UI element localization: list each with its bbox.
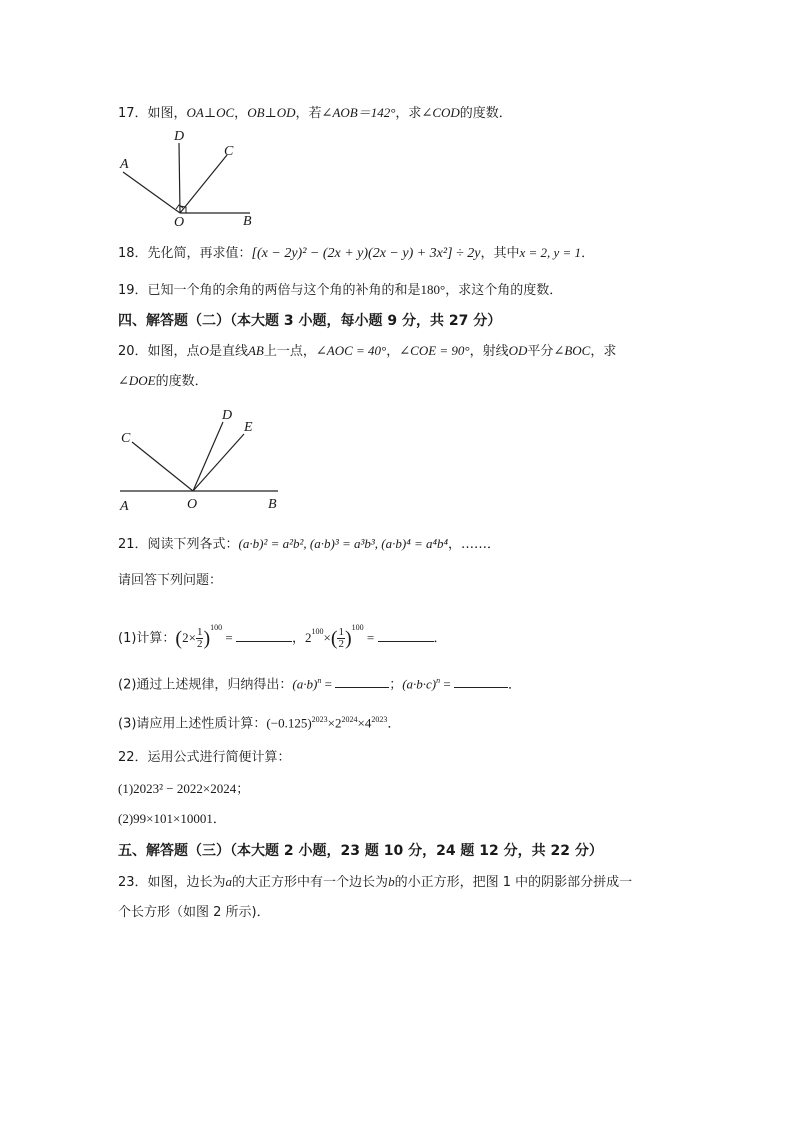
q21-p3-label: (3)请应用上述性质计算： xyxy=(118,716,267,732)
q23-p3: 的小正方形，把图 1 中的阴影部分拼成一 xyxy=(394,875,633,890)
q18-mid: ，其中 xyxy=(480,246,520,261)
q17-ray-od xyxy=(179,143,180,213)
q20-p5: 平分 xyxy=(527,344,554,359)
q17-oa-perp-oc: OA⊥OC xyxy=(186,105,235,120)
q20-angle-doe: ∠DOE xyxy=(118,373,156,388)
q17-label-c: C xyxy=(224,144,234,159)
q17-label-a: A xyxy=(120,157,129,172)
q20-angle-boc: ∠BOC xyxy=(553,343,591,358)
q17-angle-cod: ∠COD xyxy=(421,105,460,120)
q21-p1-exp-1: 100 xyxy=(210,623,223,632)
q20-p1: 20．如图，点 xyxy=(118,344,200,359)
q18-suffix: ． xyxy=(581,246,595,261)
section-4-heading: 四、解答题（二）（本大题 3 小题，每小题 9 分，共 27 分） xyxy=(118,313,502,329)
q20-ray-oc xyxy=(132,442,193,491)
q20-p2: 是直线 xyxy=(208,344,248,359)
question-19 xyxy=(118,281,562,300)
q17-label-o: O xyxy=(174,215,185,230)
q21-p1-label: (1)计算： xyxy=(118,631,176,646)
q21-part-1: (1)计算：(2× $\frac{1}{2}$ )$^{100}$ = ，$2^{100}\times$( $\frac{1}{2}$ )$^{100}$ = ． xyxy=(118,623,447,650)
q20-label-e: E xyxy=(244,420,253,435)
q22-part-2: (2)99×101×10001． xyxy=(118,811,226,826)
q20-ray-od: OD xyxy=(508,343,528,358)
q17-sep2: ，若 xyxy=(295,106,322,121)
question-18 xyxy=(118,244,594,263)
question-17 xyxy=(118,104,512,123)
q20-ray-od-drawn xyxy=(193,422,223,491)
q23-var-b: b xyxy=(388,874,395,889)
q20-ray-oe xyxy=(193,434,244,491)
q21-p1-blank-2[interactable] xyxy=(378,629,434,642)
q20-angle-aoc: ∠AOC = 40° xyxy=(315,343,387,358)
q17-sep1: ， xyxy=(234,106,248,121)
question-22-title: 22．运用公式进行简便计算： xyxy=(118,750,291,765)
q17-angle-aob: ∠AOB＝142° xyxy=(321,105,396,120)
q21-intro-expr: (a·b)² = a²b², (a·b)³ = a³b³, (a·b)⁴ = a⁴b⁴ xyxy=(238,536,449,551)
q20-label-c: C xyxy=(121,431,131,446)
q21-intro-suffix: ，……． xyxy=(448,537,501,552)
q21-p2-expr2: (a·b·c) xyxy=(402,676,437,692)
q17-mid: ，求 xyxy=(395,106,422,121)
q20-line2-suffix: 的度数． xyxy=(155,374,208,389)
q21-ask: 请回答下列问题： xyxy=(118,573,223,588)
q18-expression: [(x − 2y)² − (2x + y)(2x − y) + 3x²] ÷ 2y xyxy=(251,246,481,261)
q18-prefix: 18．先化简，再求值： xyxy=(118,246,252,261)
question-23 xyxy=(118,873,632,892)
q17-ray-oa xyxy=(123,172,180,213)
q23-p2: 的大正方形中有一个边长为 xyxy=(232,875,389,890)
q17-label-b: B xyxy=(243,214,252,229)
q17-label-d: D xyxy=(174,129,185,144)
q21-p1-fraction-2: $\frac{1}{2}$ xyxy=(338,626,344,650)
question-21-intro xyxy=(118,535,500,554)
q21-part-3: (3)请应用上述性质计算：$(-0.125)^{2023}\times 2^{2024}\times 4^{2023}$． xyxy=(118,715,401,732)
q17-prefix: 17．如图， xyxy=(118,106,187,121)
q17-suffix: 的度数． xyxy=(459,106,512,121)
q18-condition: x = 2, y = 1 xyxy=(519,245,582,260)
q21-p2-label: (2)通过上述规律，归纳得出： xyxy=(118,677,293,693)
q19-value: 180° xyxy=(420,282,446,297)
q21-p1-expr1: 2× xyxy=(182,630,196,645)
q21-p1-fraction-1: $\frac{1}{2}$ xyxy=(196,626,203,650)
q20-label-d: D xyxy=(222,408,233,423)
q20-p6: ，求 xyxy=(590,344,617,359)
q20-label-o: O xyxy=(187,497,198,512)
q19-suffix: ，求这个角的度数． xyxy=(445,283,563,298)
q20-point-o: O xyxy=(199,343,209,358)
q20-label-a: A xyxy=(120,499,129,514)
q20-line-ab: AB xyxy=(247,343,264,358)
q21-part-2: (2)通过上述规律，归纳得出：$(a\cdot b)^n$ = ；$(a\cdot b\cdot c)^n$ = ． xyxy=(118,676,521,693)
q17-figure xyxy=(110,125,280,230)
q21-p3-base1: (−0.125) xyxy=(266,715,312,731)
question-20 xyxy=(118,342,616,361)
q21-p1-blank-1[interactable] xyxy=(236,629,292,642)
q20-p4: ，射线 xyxy=(469,344,509,359)
q20-angle-coe: ∠COE = 90° xyxy=(399,343,470,358)
q21-intro-prefix: 21．阅读下列各式： xyxy=(118,537,239,552)
question-20-line2 xyxy=(118,372,208,391)
q20-sep: ， xyxy=(386,344,400,359)
q19-prefix: 19．已知一个角的余角的两倍与这个角的补角的和是 xyxy=(118,283,421,298)
q21-p2-blank-1[interactable] xyxy=(335,675,389,688)
q20-p3: 上一点， xyxy=(263,344,316,359)
q23-var-a: a xyxy=(225,874,233,889)
q20-label-b: B xyxy=(268,497,277,512)
q17-ray-oc xyxy=(180,155,227,213)
question-23-line2: 个长方形（如图 2 所示)． xyxy=(118,905,270,920)
q21-p1-expr2-base: 2 xyxy=(304,630,312,645)
q21-p2-blank-2[interactable] xyxy=(454,675,508,688)
q17-ob-perp-od: OB⊥OD xyxy=(247,105,296,120)
q21-p2-expr1: (a·b) xyxy=(292,676,318,692)
q23-p1: 23．如图，边长为 xyxy=(118,875,226,890)
q22-part-1: (1)2023² − 2022×2024； xyxy=(118,781,250,796)
section-5-heading: 五、解答题（三）（本大题 2 小题，23 题 10 分，24 题 12 分，共 22 分） xyxy=(118,843,603,859)
q20-figure xyxy=(110,402,300,517)
